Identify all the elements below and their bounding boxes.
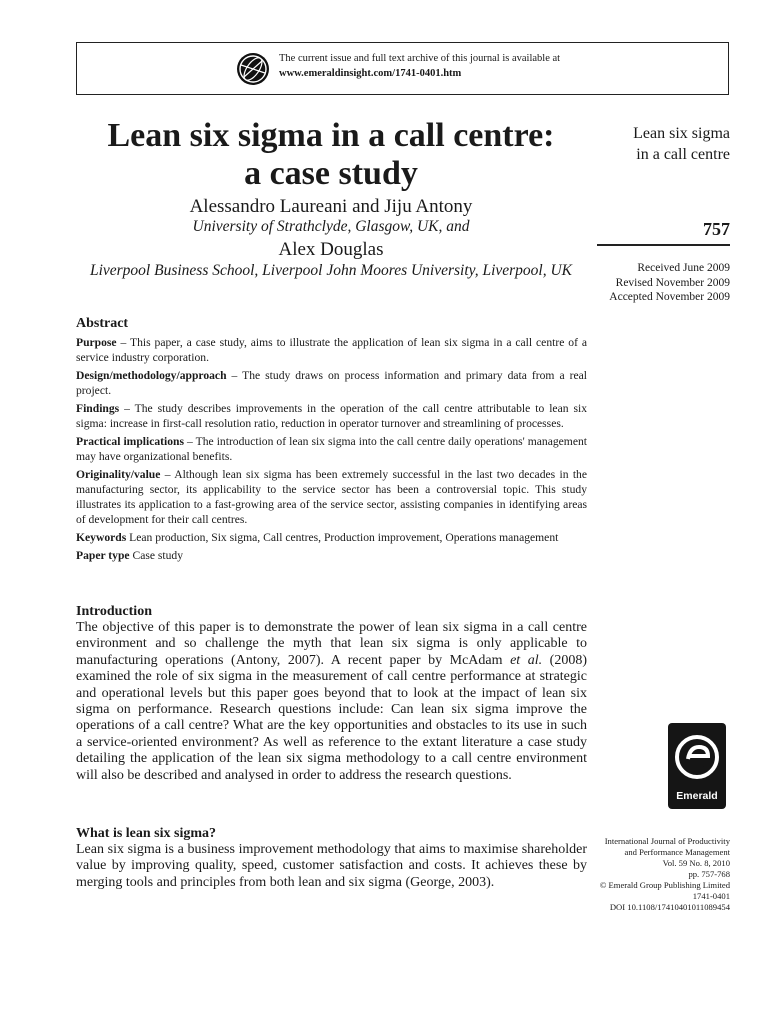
abstract-originality (76, 467, 587, 527)
authors-group-1: Alessandro Laureani and Jiju Antony (189, 196, 473, 217)
availability-text: The current issue and full text archive of this journal is available at (279, 53, 561, 64)
title-line-2: a case study (244, 155, 418, 192)
affiliation-2: Liverpool Business School, Liverpool John Moores University, Liverpool, UK (89, 262, 573, 279)
submission-dates (596, 261, 730, 305)
journal-issn: 1741-0401 (692, 891, 730, 901)
running-head (596, 123, 730, 165)
introduction-heading: Introduction (76, 604, 152, 619)
journal-name-line-2: and Performance Management (624, 847, 730, 857)
emerald-swirl-icon (668, 723, 726, 793)
findings-label: Findings (76, 402, 120, 415)
originality-label: Originality/value (76, 468, 161, 481)
emerald-logo-text: Emerald (676, 790, 718, 802)
paper-title (76, 117, 586, 193)
design-text: – The study draws on process information and primary data from a real project. (76, 369, 587, 397)
journal-copyright: © Emerald Group Publishing Limited (599, 880, 730, 890)
practical-label: Practical implications (76, 435, 184, 448)
journal-volume: Vol. 59 No. 8, 2010 (662, 858, 730, 868)
page-number: 757 (703, 219, 730, 239)
design-label: Design/methodology/approach (76, 369, 227, 382)
abstract-keywords (76, 530, 587, 545)
globe-icon (236, 52, 270, 86)
abstract-body (76, 335, 587, 566)
running-head-line-2: in a call centre (636, 146, 730, 163)
introduction-paragraph (76, 620, 587, 784)
journal-info (590, 836, 730, 913)
journal-pages: pp. 757-768 (688, 869, 730, 879)
originality-text: – Although lean six sigma has been extremely successful in the last two decades in the manufacturing sector, its applicability to the service sector has been a controversial topic. This study illustrates its application to a fast-growing area of the service sector, assisting companies in identifying areas of development for their call centres. (76, 468, 587, 526)
intro-text-part-2: (2008) examined the role of six sigma in the measurement of call centre performance at strategic and operational levels but this paper goes beyond that to look at the impact of lean six sigma on performance. Research questions include: Can lean six sigma improve the operations of a call centre? What are the key opportunities and obstacles to its use in such a service-oriented environment? As well as reference to the extant literature a case study detailing the application of the lean six sigma methodology to a call centre environment will also be described and analysed in order to address the research questions. (76, 652, 588, 783)
intro-et-al: et al. (510, 652, 543, 668)
abstract-heading: Abstract (76, 316, 129, 331)
margin-rule (597, 244, 730, 246)
affiliation-1: University of Strathclyde, Glasgow, UK, and (192, 218, 470, 235)
abstract-paper-type (76, 548, 587, 563)
abstract-practical (76, 434, 587, 464)
abstract-purpose (76, 335, 587, 365)
keywords-label: Keywords (76, 531, 127, 544)
authors-group-2: Alex Douglas (278, 239, 384, 260)
title-line-1: Lean six sigma in a call centre: (107, 117, 555, 154)
keywords-text: Lean production, Six sigma, Call centres, Production improvement, Operations management (126, 531, 559, 544)
journal-doi: DOI 10.1108/17410401011089454 (609, 902, 730, 912)
practical-text: – The introduction of lean six sigma into the call centre daily operations' management may have organizational benefits. (76, 435, 587, 463)
section-heading-what-is-lss: What is lean six sigma? (76, 826, 217, 841)
accepted-date: Accepted November 2009 (609, 291, 730, 303)
findings-text: – The study describes improvements in the operation of the call centre attributable to lean six sigma: increase in first-call resolution ratio, reduction in operator turnover and streamlining of processes. (76, 402, 587, 430)
purpose-label: Purpose (76, 336, 117, 349)
papertype-text: Case study (129, 549, 184, 562)
journal-url-link[interactable]: www.emeraldinsight.com/1741-0401.htm (279, 68, 462, 79)
abstract-design (76, 368, 587, 398)
journal-name-line-1: International Journal of Productivity (604, 836, 730, 846)
revised-date: Revised November 2009 (615, 276, 730, 289)
abstract-findings (76, 401, 587, 431)
section-paragraph-what-is-lss: Lean six sigma is a business improvement methodology that aims to maximise shareholder value by improving quality, speed, customer satisfaction and costs. It achieves these by merging tools and principles from both lean and six sigma (George, 2003). (76, 842, 587, 890)
intro-text-part-1: The objective of this paper is to demonstrate the power of lean six sigma in a call centre environment and so challenge the myth that lean six sigma is only applicable to manufacturing operations (Antony, 2007). A recent paper by McAdam (76, 620, 587, 668)
purpose-text: – This paper, a case study, aims to illustrate the application of lean six sigma in a call centre of a service industry corporation. (76, 336, 587, 364)
papertype-label: Paper type (76, 549, 130, 562)
received-date: Received June 2009 (637, 262, 730, 274)
running-head-line-1: Lean six sigma (633, 125, 730, 142)
